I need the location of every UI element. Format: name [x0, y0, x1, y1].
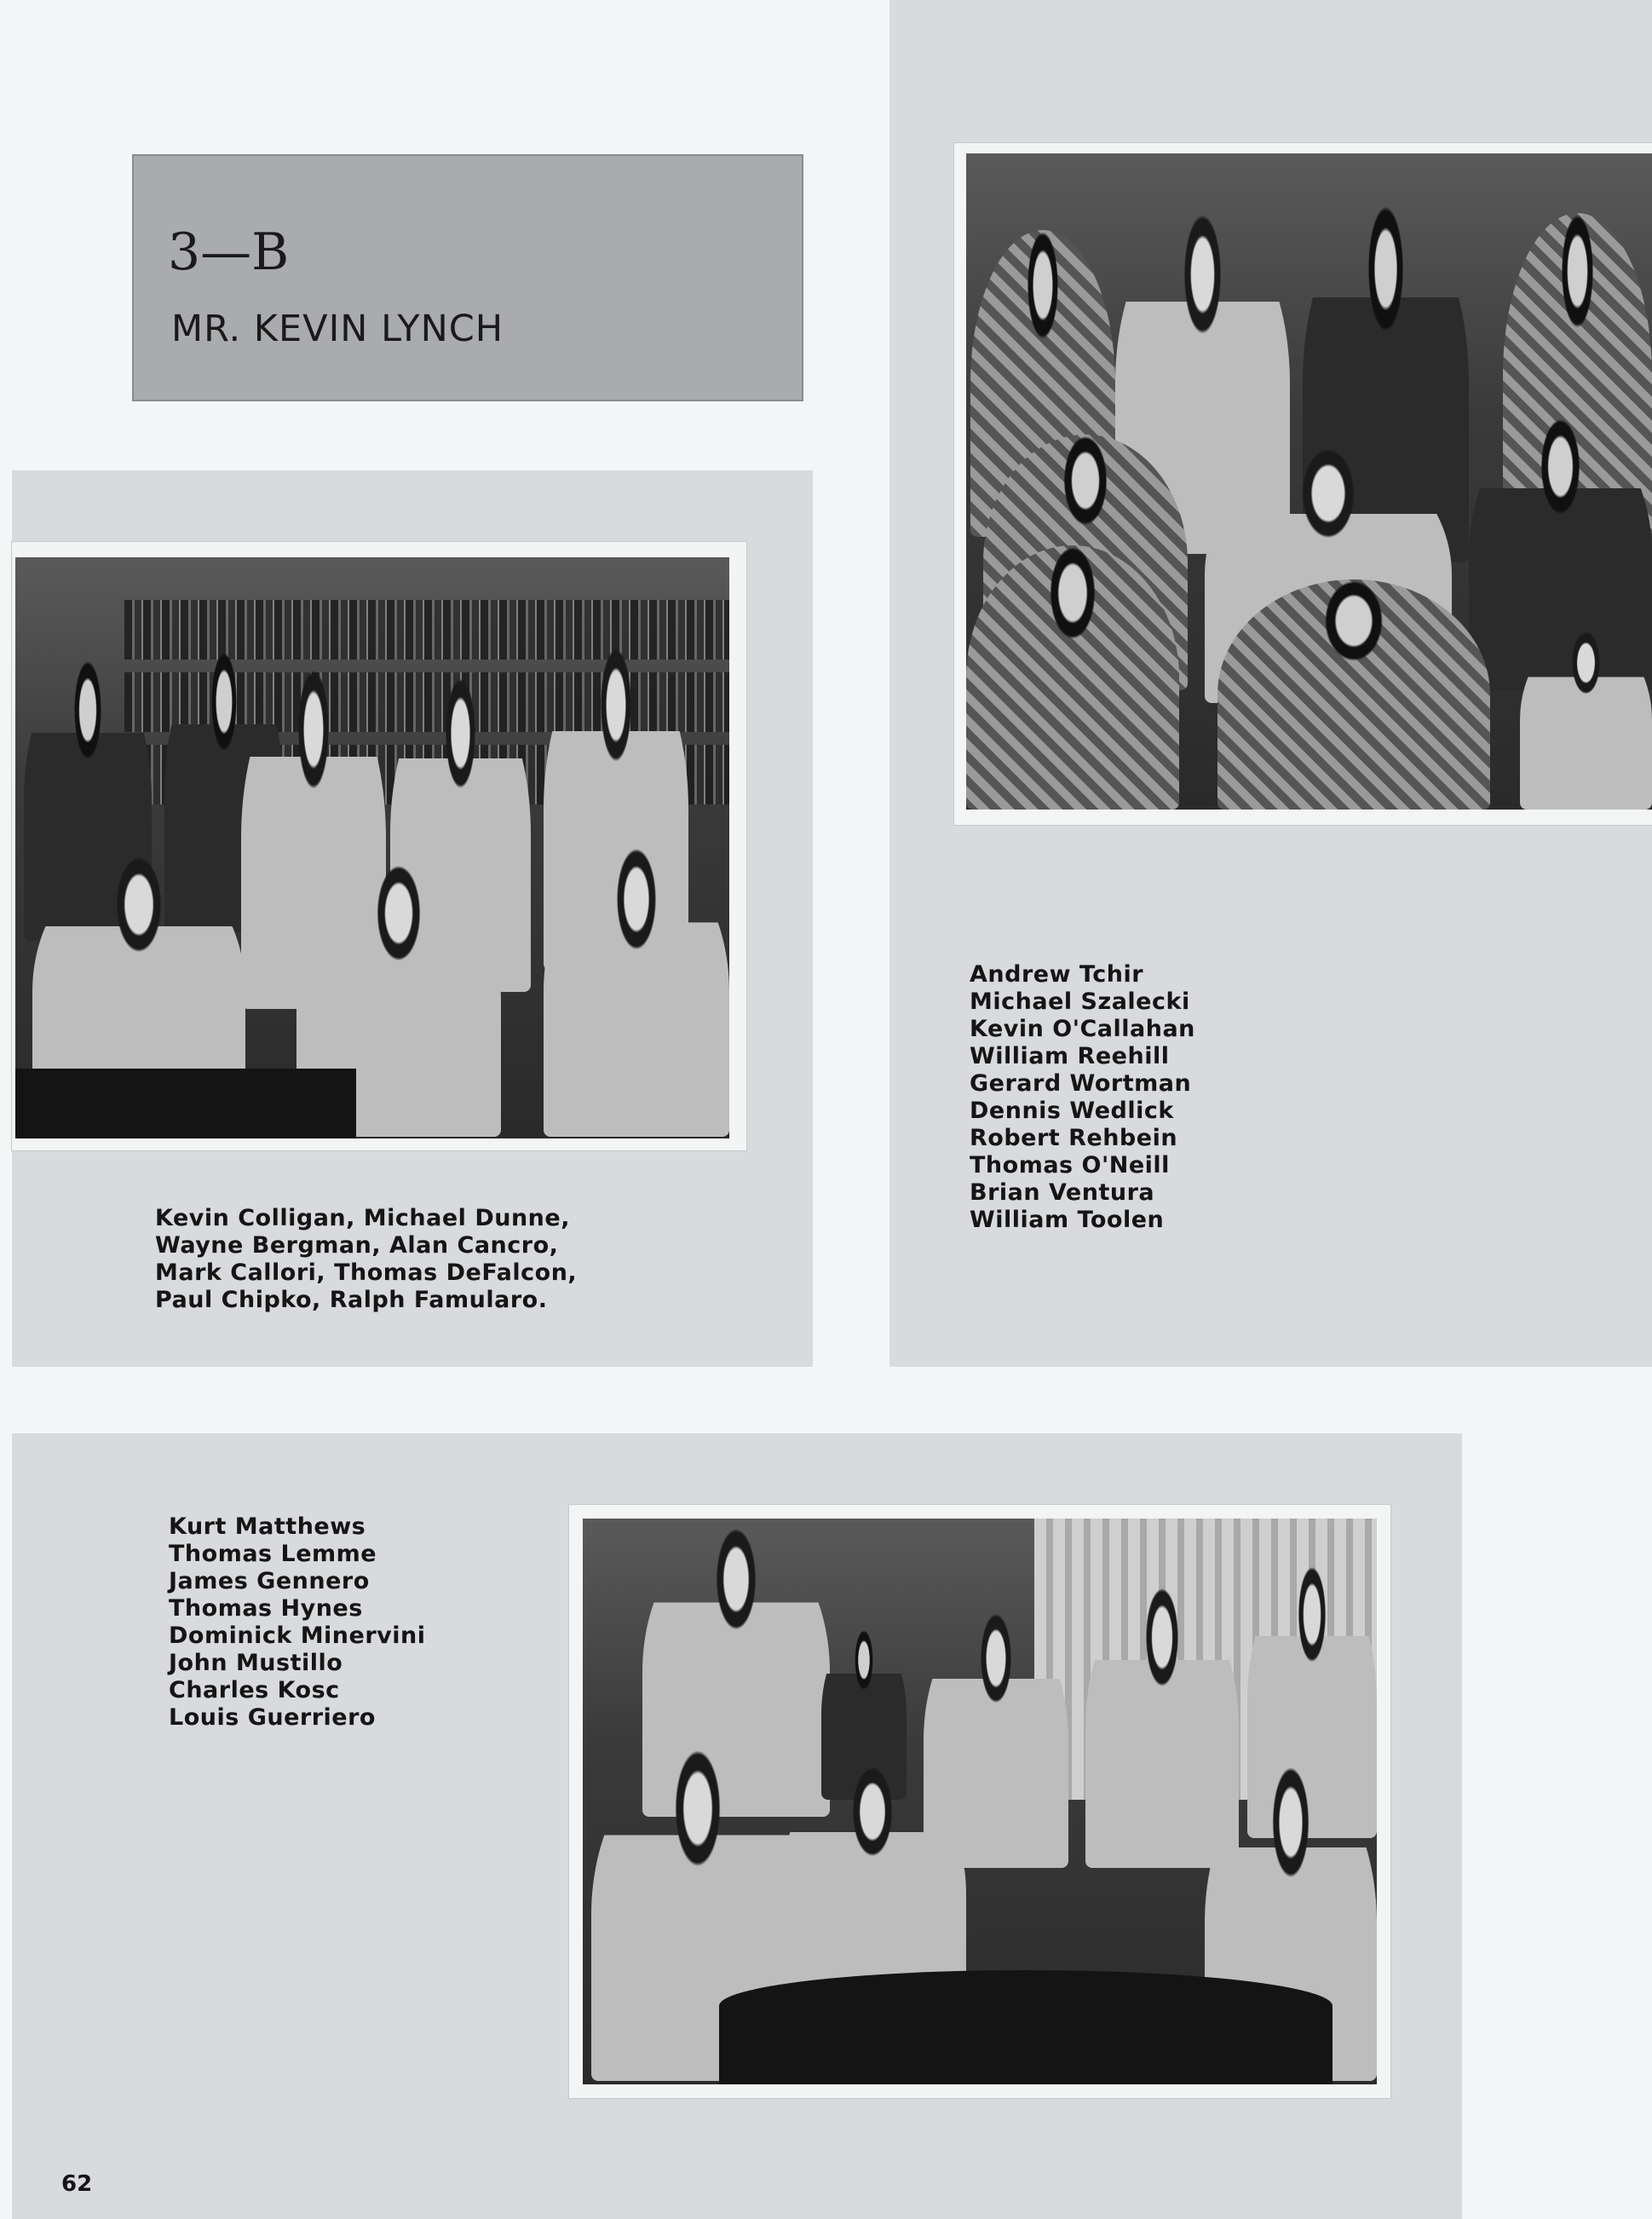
group-names-3 — [169, 1513, 426, 1732]
student-figure — [966, 545, 1179, 810]
group-photo-frame-1 — [12, 542, 746, 1150]
student-name: Brian Ventura — [970, 1179, 1155, 1206]
table — [719, 1970, 1333, 2084]
student-name: William Reehill — [970, 1043, 1170, 1069]
student-name: Gerard Wortman — [970, 1070, 1192, 1097]
student-figure — [1520, 631, 1652, 810]
group-caption-1 — [155, 1205, 577, 1314]
caption-line: Kevin Colligan, Michael Dunne, — [155, 1205, 570, 1231]
student-name: Charles Kosc — [169, 1677, 340, 1703]
student-name: Thomas Hynes — [169, 1595, 363, 1622]
student-name: James Gennero — [169, 1568, 370, 1594]
student-name: Thomas Lemme — [169, 1541, 377, 1567]
student-name: Andrew Tchir — [970, 961, 1144, 988]
caption-line: Mark Callori, Thomas DeFalcon, — [155, 1259, 578, 1286]
table — [15, 1069, 356, 1138]
class-code: 3—B — [168, 222, 290, 282]
student-name: Kevin O'Callahan — [970, 1016, 1195, 1042]
group-photo-frame-3 — [569, 1505, 1390, 2098]
student-name: Louis Guerriero — [169, 1704, 376, 1731]
student-name: John Mustillo — [169, 1650, 343, 1676]
student-figure — [1217, 579, 1490, 810]
student-name: Kurt Matthews — [169, 1513, 366, 1540]
group-names-2 — [970, 961, 1195, 1234]
page-number: 62 — [61, 2171, 93, 2197]
teacher-name: MR. KEVIN LYNCH — [171, 308, 504, 350]
student-figure — [544, 847, 729, 1137]
student-name: Thomas O'Neill — [970, 1152, 1170, 1179]
student-name: William Toolen — [970, 1207, 1165, 1233]
group-photo-3 — [583, 1519, 1377, 2084]
caption-line: Wayne Bergman, Alan Cancro, — [155, 1232, 559, 1259]
student-name: Dominick Minervini — [169, 1622, 426, 1649]
group-photo-frame-2 — [954, 143, 1652, 825]
student-name: Dennis Wedlick — [970, 1098, 1174, 1124]
student-name: Robert Rehbein — [970, 1125, 1178, 1151]
group-photo-1 — [15, 557, 729, 1138]
student-figure — [1085, 1587, 1239, 1868]
class-title-box — [134, 156, 802, 400]
caption-line: Paul Chipko, Ralph Famularo. — [155, 1287, 548, 1313]
student-name: Michael Szalecki — [970, 988, 1190, 1015]
group-photo-2 — [966, 153, 1652, 810]
